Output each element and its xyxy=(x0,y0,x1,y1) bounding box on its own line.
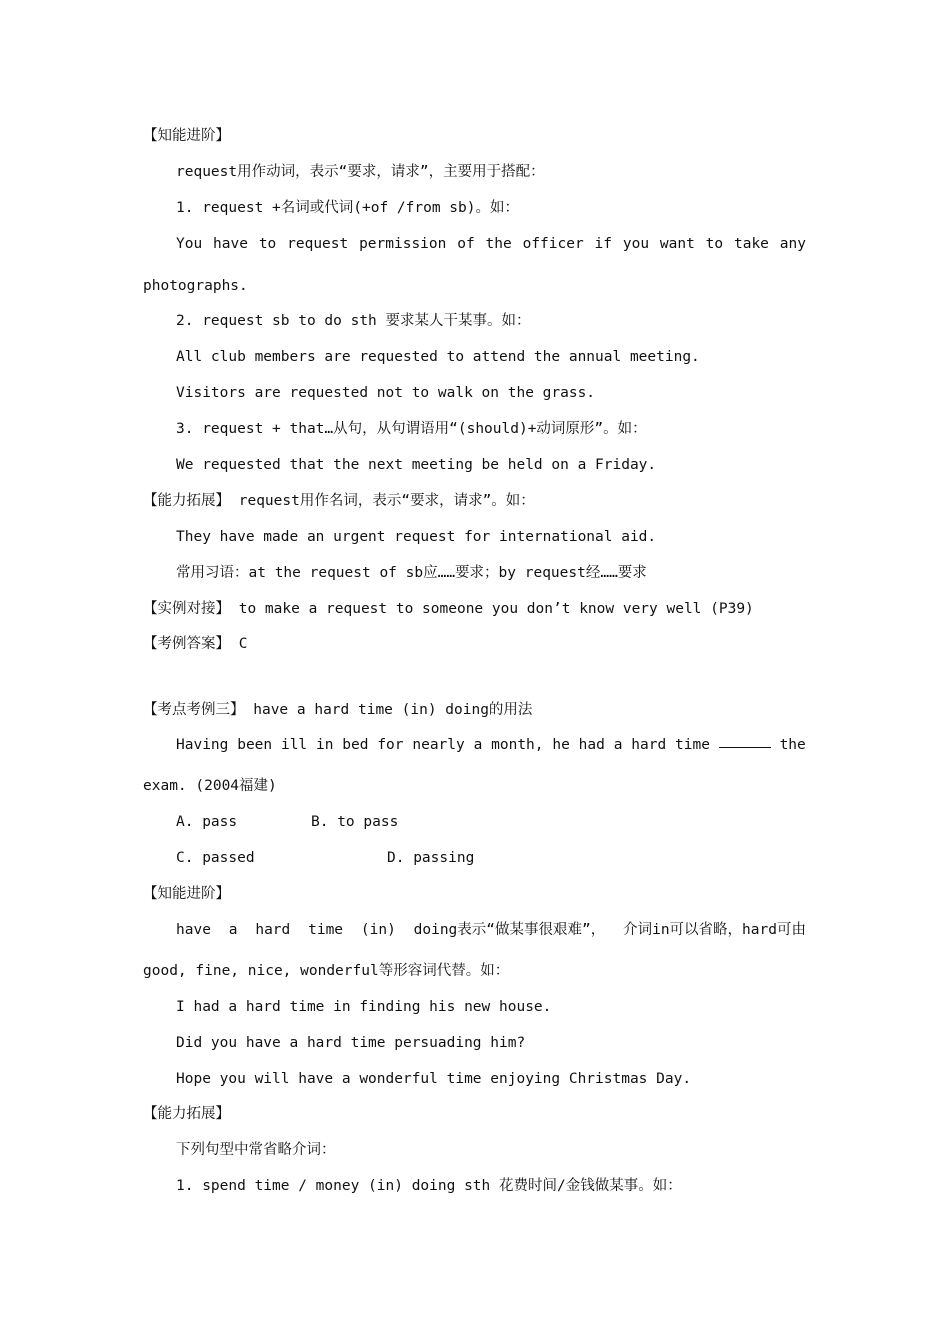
sentence-word: of xyxy=(457,236,475,252)
sentence-word: 介词in可以省略，hard可由 xyxy=(623,922,806,938)
idiom-line: 常用习语：at the request of sb应……要求；by request经……要求 xyxy=(176,565,647,581)
example-hard-time-1: I had a hard time in finding his new house. xyxy=(176,999,552,1015)
question-sentence-cont: exam. (2004福建) xyxy=(143,778,277,794)
example-sentence-1 xyxy=(176,234,806,254)
answer-blank xyxy=(719,735,771,748)
sentence-word: want xyxy=(659,236,695,252)
sentence-word: to xyxy=(705,236,724,252)
request-verb-intro: request用作动词，表示“要求，请求”，主要用于搭配： xyxy=(176,164,545,180)
sentence-word: officer xyxy=(522,236,584,252)
sentence-word: have xyxy=(176,922,211,938)
sentence-word: for xyxy=(377,737,404,753)
sentence-word: month, xyxy=(491,737,544,753)
section-heading-nengli-2: 【能力拓展】 xyxy=(143,1106,230,1122)
example-sentence-2: All club members are requested to attend the annual meeting. xyxy=(176,349,700,365)
sentence-word: to xyxy=(258,236,277,252)
sentence-word: you xyxy=(622,236,650,252)
omit-preposition-intro: 下列句型中常省略介词： xyxy=(176,1142,336,1158)
spend-time-point: 1. spend time / money (in) doing sth 花费时间/金钱做某事。如： xyxy=(176,1178,682,1194)
sentence-word: any xyxy=(779,236,806,252)
sentence-word: hard xyxy=(255,922,291,938)
option-a: A. pass xyxy=(176,814,238,830)
example-hard-time-3: Hope you will have a wonderful time enjoying Christmas Day. xyxy=(176,1071,692,1087)
question-sentence xyxy=(176,735,806,755)
hard-time-intro xyxy=(176,920,806,940)
usage-point-2: 2. request sb to do sth 要求某人干某事。如： xyxy=(176,313,531,329)
sentence-word: been xyxy=(237,737,273,753)
sentence-word: the xyxy=(485,236,512,252)
sentence-word: request xyxy=(287,236,349,252)
example-sentence-3: Visitors are requested not to walk on the grass. xyxy=(176,385,596,401)
sentence-word: he xyxy=(552,737,570,753)
sentence-word: bed xyxy=(342,737,369,753)
example-sentence-1-cont: photographs. xyxy=(143,278,248,294)
sentence-word: take xyxy=(733,236,769,252)
sentence-word: You xyxy=(176,236,203,252)
section-heading-nengli: 【能力拓展】 request用作名词，表示“要求，请求”。如： xyxy=(143,493,535,509)
hard-time-intro-cont: good, fine, nice, wonderful等形容词代替。如： xyxy=(143,963,510,979)
section-heading-answer: 【考例答案】 C xyxy=(143,636,248,652)
example-hard-time-2: Did you have a hard time persuading him? xyxy=(176,1035,526,1051)
sentence-word: had xyxy=(578,737,605,753)
usage-point-3: 3. request + that…从句，从句谓语用“(should)+动词原形”。如： xyxy=(176,421,647,437)
section-heading-zhineng-2: 【知能进阶】 xyxy=(143,886,230,902)
sentence-word: doing表示“做某事很艰难”， xyxy=(413,922,606,938)
sentence-word: the xyxy=(779,737,806,753)
section-heading-kaodian: 【考点考例三】 have a hard time (in) doing的用法 xyxy=(143,702,533,718)
sentence-word: time xyxy=(308,922,344,938)
section-heading-zhineng: 【知能进阶】 xyxy=(143,128,230,144)
option-b: B. to pass xyxy=(311,814,399,830)
sentence-word: if xyxy=(594,236,613,252)
sentence-word: hard xyxy=(631,737,667,753)
example-sentence-4: We requested that the next meeting be held on a Friday. xyxy=(176,457,657,473)
sentence-word: (in) xyxy=(360,922,396,938)
sentence-word: nearly xyxy=(412,737,465,753)
option-c: C. passed xyxy=(176,850,255,866)
sentence-word: a xyxy=(473,737,483,753)
sentence-word: a xyxy=(613,737,623,753)
option-d: D. passing xyxy=(387,850,475,866)
sentence-word: have xyxy=(213,236,248,252)
sentence-word: in xyxy=(316,737,334,753)
sentence-word: a xyxy=(228,922,238,938)
sentence-word: Having xyxy=(176,737,229,753)
usage-point-1: 1. request +名词或代词(+of /from sb)。如： xyxy=(176,200,519,216)
sentence-word: time xyxy=(675,737,710,753)
sentence-word: permission xyxy=(359,236,447,252)
section-heading-shili: 【实例对接】 to make a request to someone you don’t know very well (P39) xyxy=(143,601,754,617)
example-sentence-5: They have made an urgent request for international aid. xyxy=(176,529,657,545)
sentence-word: ill xyxy=(280,737,308,753)
